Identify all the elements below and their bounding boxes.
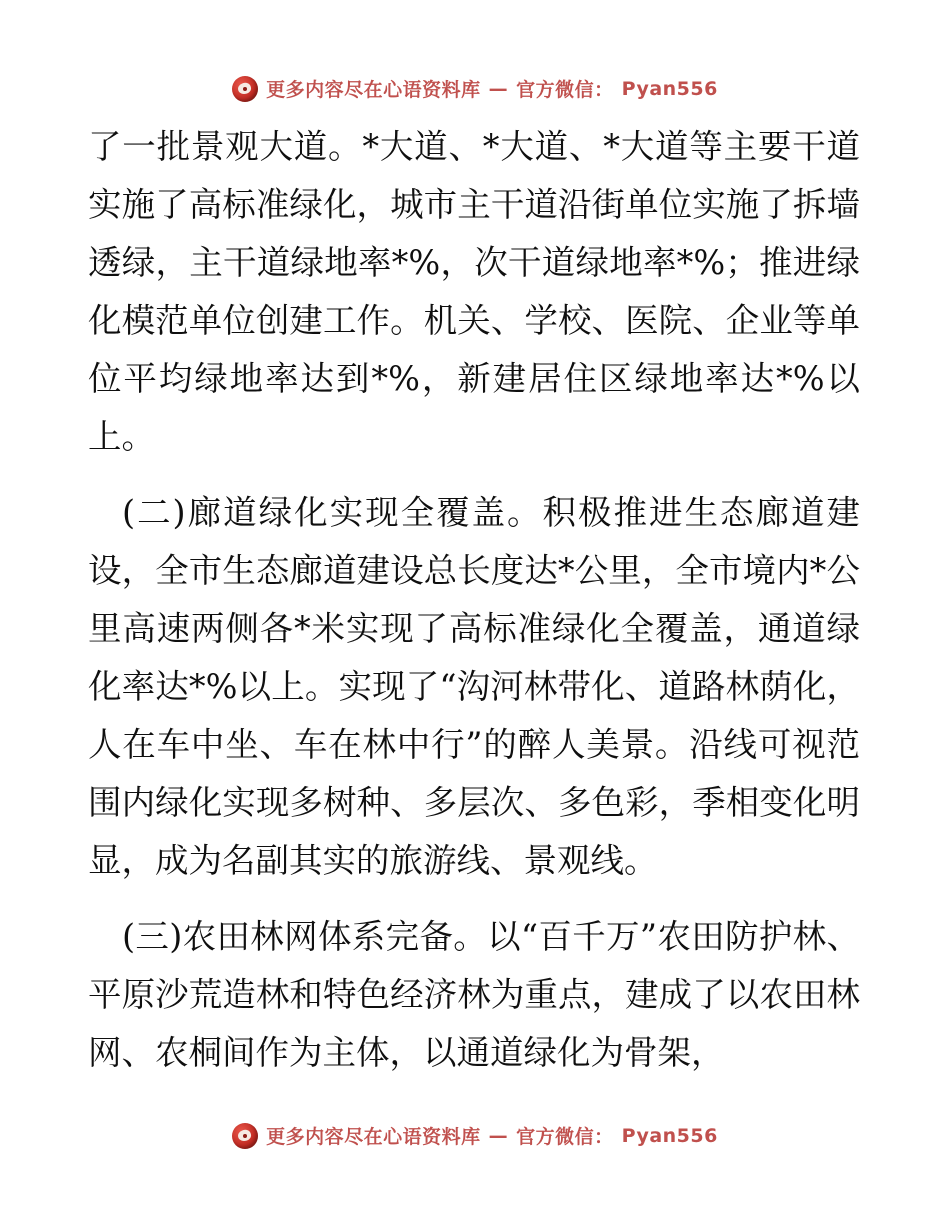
watermark-wechat-id: Pyan556 (621, 1124, 718, 1147)
watermark-text: 更多内容尽在心语资料库 (266, 1126, 481, 1148)
watermark-wechat-label: 官方微信： (516, 1126, 614, 1148)
watermark-separator: — (488, 1124, 509, 1147)
watermark-wechat-label: 官方微信： (516, 79, 614, 101)
watermark-top (0, 75, 950, 102)
paragraph-2: (二)廊道绿化实现全覆盖。积极推进生态廊道建设，全市生态廊道建设总长度达*公里，全市境内*公里高速两侧各*米实现了高标准绿化全覆盖，通道绿化率达*%以上。实现了“沟河林带化、道路林荫化，人在车中坐、车在林中行”的醉人美景。沿线可视范围内绿化实现多树种、多层次、多色彩，季相变化明显，成为名副其实的旅游线、景观线。 (88, 493, 860, 880)
watermark-separator: — (488, 77, 509, 100)
watermark-bottom (0, 1122, 950, 1149)
paragraph-3: (三)农田林网体系完备。以“百千万”农田防护林、平原沙荒造林和特色经济林为重点，建成了以农田林网、农桐间作为主体，以通道绿化为骨架， (88, 917, 860, 1072)
heart-seal-icon (232, 1123, 258, 1149)
watermark-wechat-id: Pyan556 (621, 77, 718, 100)
paragraph-1: 了一批景观大道。*大道、*大道、*大道等主要干道实施了高标准绿化，城市主干道沿街单位实施了拆墙透绿，主干道绿地率*%，次干道绿地率*%；推进绿化模范单位创建工作。机关、学校、医院、企业等单位平均绿地率达到*%，新建居住区绿地率达*%以上。 (88, 127, 860, 456)
document-body (88, 118, 860, 1082)
watermark-text: 更多内容尽在心语资料库 (266, 79, 481, 101)
heart-seal-icon (232, 76, 258, 102)
